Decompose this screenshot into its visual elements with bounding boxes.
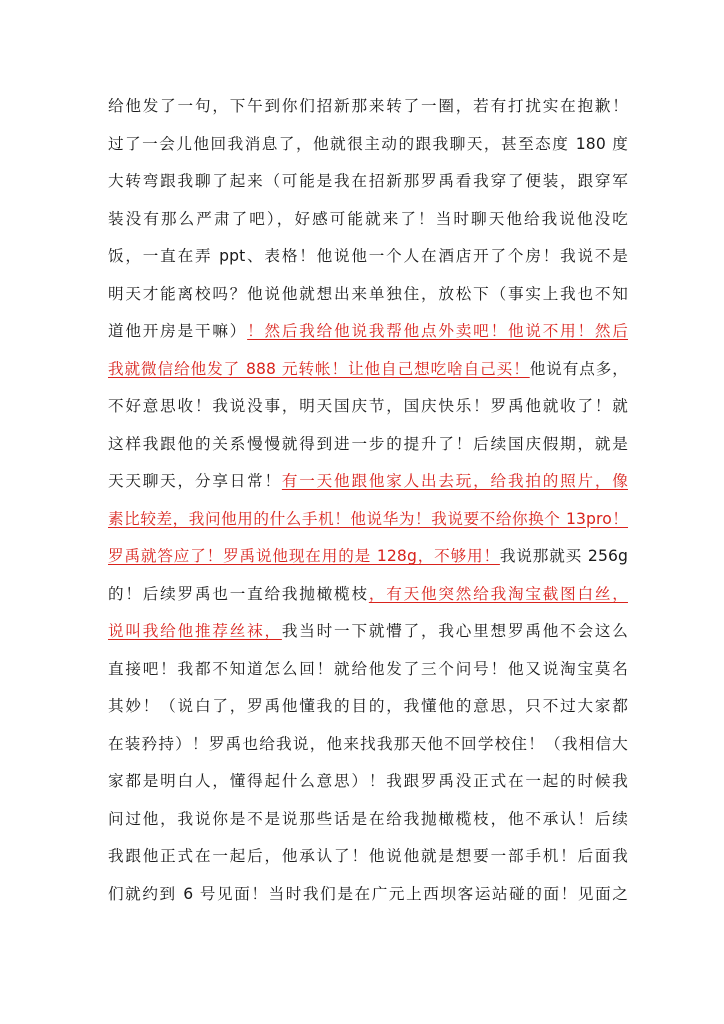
body-text: 不好意思收！我说没事，明天国庆节，国庆快乐！罗禹他就收了！就 bbox=[108, 397, 628, 415]
highlighted-text: 素比较差，我问他用的什么手机！他说华为！我说要不给你换个 13pro！ bbox=[108, 509, 628, 528]
text-line bbox=[108, 763, 628, 801]
highlighted-text: ！然后我给他说我帮他点外卖吧！他说不用！然后 bbox=[247, 322, 628, 340]
body-text: 在装矜持）！罗禹也给我说，他来找我那天他不回学校住！（我相信大 bbox=[108, 734, 628, 753]
body-text: 家都是明白人，懂得起什么意思）！我跟罗禹没正式在一起的时候我 bbox=[108, 772, 628, 790]
text-line bbox=[108, 651, 628, 689]
text-line bbox=[108, 126, 628, 164]
text-line bbox=[108, 313, 628, 351]
body-text: 我跟他正式在一起后，他承认了！他说他就是想要一部手机！后面我 bbox=[108, 847, 628, 865]
body-text: 过了一会儿他回我消息了，他就很主动的跟我聊天，甚至态度 180 度 bbox=[108, 134, 628, 153]
highlighted-text: 罗禹就答应了！罗禹说他现在用的是 128g，不够用！ bbox=[108, 547, 500, 565]
document-body bbox=[108, 88, 628, 913]
text-line bbox=[108, 876, 628, 914]
body-text: 大转弯跟我聊了起来（可能是我在招新那罗禹看我穿了便装，跟穿军 bbox=[108, 172, 628, 190]
text-line bbox=[108, 538, 628, 576]
text-line bbox=[108, 838, 628, 876]
body-text: 明天才能离校吗？他说他就想出来单独住，放松下（事实上我也不知 bbox=[108, 284, 628, 303]
body-text: 的！后续罗禹也一直给我抛橄榄枝 bbox=[108, 584, 369, 603]
body-text: 直接吧！我都不知道怎么回！就给他发了三个问号！他又说淘宝莫名 bbox=[108, 659, 628, 678]
text-line bbox=[108, 501, 628, 539]
text-line bbox=[108, 201, 628, 239]
body-text: 问过他，我说你是不是说那些话是在给我抛橄榄枝，他不承认！后续 bbox=[108, 809, 628, 828]
text-line bbox=[108, 388, 628, 426]
body-text: 饭，一直在弄 ppt、表格！他说他一个人在酒店开了个房！我说不是 bbox=[108, 247, 628, 265]
text-line bbox=[108, 238, 628, 276]
text-line bbox=[108, 88, 628, 126]
highlighted-text: 说叫我给他推荐丝袜， bbox=[108, 622, 282, 640]
text-line bbox=[108, 463, 628, 501]
text-line bbox=[108, 613, 628, 651]
body-text: 们就约到 6 号见面！当时我们是在广元上西坝客运站碰的面！见面之 bbox=[108, 884, 628, 903]
body-text: 我当时一下就懵了，我心里想罗禹他不会这么 bbox=[281, 622, 628, 640]
body-text: 天天聊天，分享日常！ bbox=[108, 472, 282, 490]
highlighted-text: 有一天他跟他家人出去玩，给我拍的照片，像 bbox=[281, 472, 628, 490]
highlighted-text: 我就微信给他发了 888 元转帐！让他自己想吃啥自己买！ bbox=[108, 359, 530, 378]
text-line bbox=[108, 801, 628, 839]
text-line bbox=[108, 351, 628, 389]
body-text: 这样我跟他的关系慢慢就得到进一步的提升了！后续国庆假期，就是 bbox=[108, 434, 628, 453]
body-text: 我说那就买 256g bbox=[499, 547, 628, 565]
body-text: 道他开房是干嘛） bbox=[108, 322, 248, 340]
highlighted-text: ，有天他突然给我淘宝截图白丝， bbox=[368, 584, 628, 603]
body-text: 其妙！（说白了，罗禹他懂我的目的，我懂他的意思，只不过大家都 bbox=[108, 697, 628, 715]
body-text: 他说有点多， bbox=[529, 359, 628, 378]
body-text: 给他发了一句，下午到你们招新那来转了一圈，若有打扰实在抱歉！ bbox=[108, 97, 628, 115]
body-text: 装没有那么严肃了吧），好感可能就来了！当时聊天他给我说他没吃 bbox=[108, 209, 628, 228]
text-line bbox=[108, 276, 628, 314]
text-line bbox=[108, 576, 628, 614]
text-line bbox=[108, 426, 628, 464]
text-line bbox=[108, 163, 628, 201]
text-line bbox=[108, 726, 628, 764]
text-line bbox=[108, 688, 628, 726]
